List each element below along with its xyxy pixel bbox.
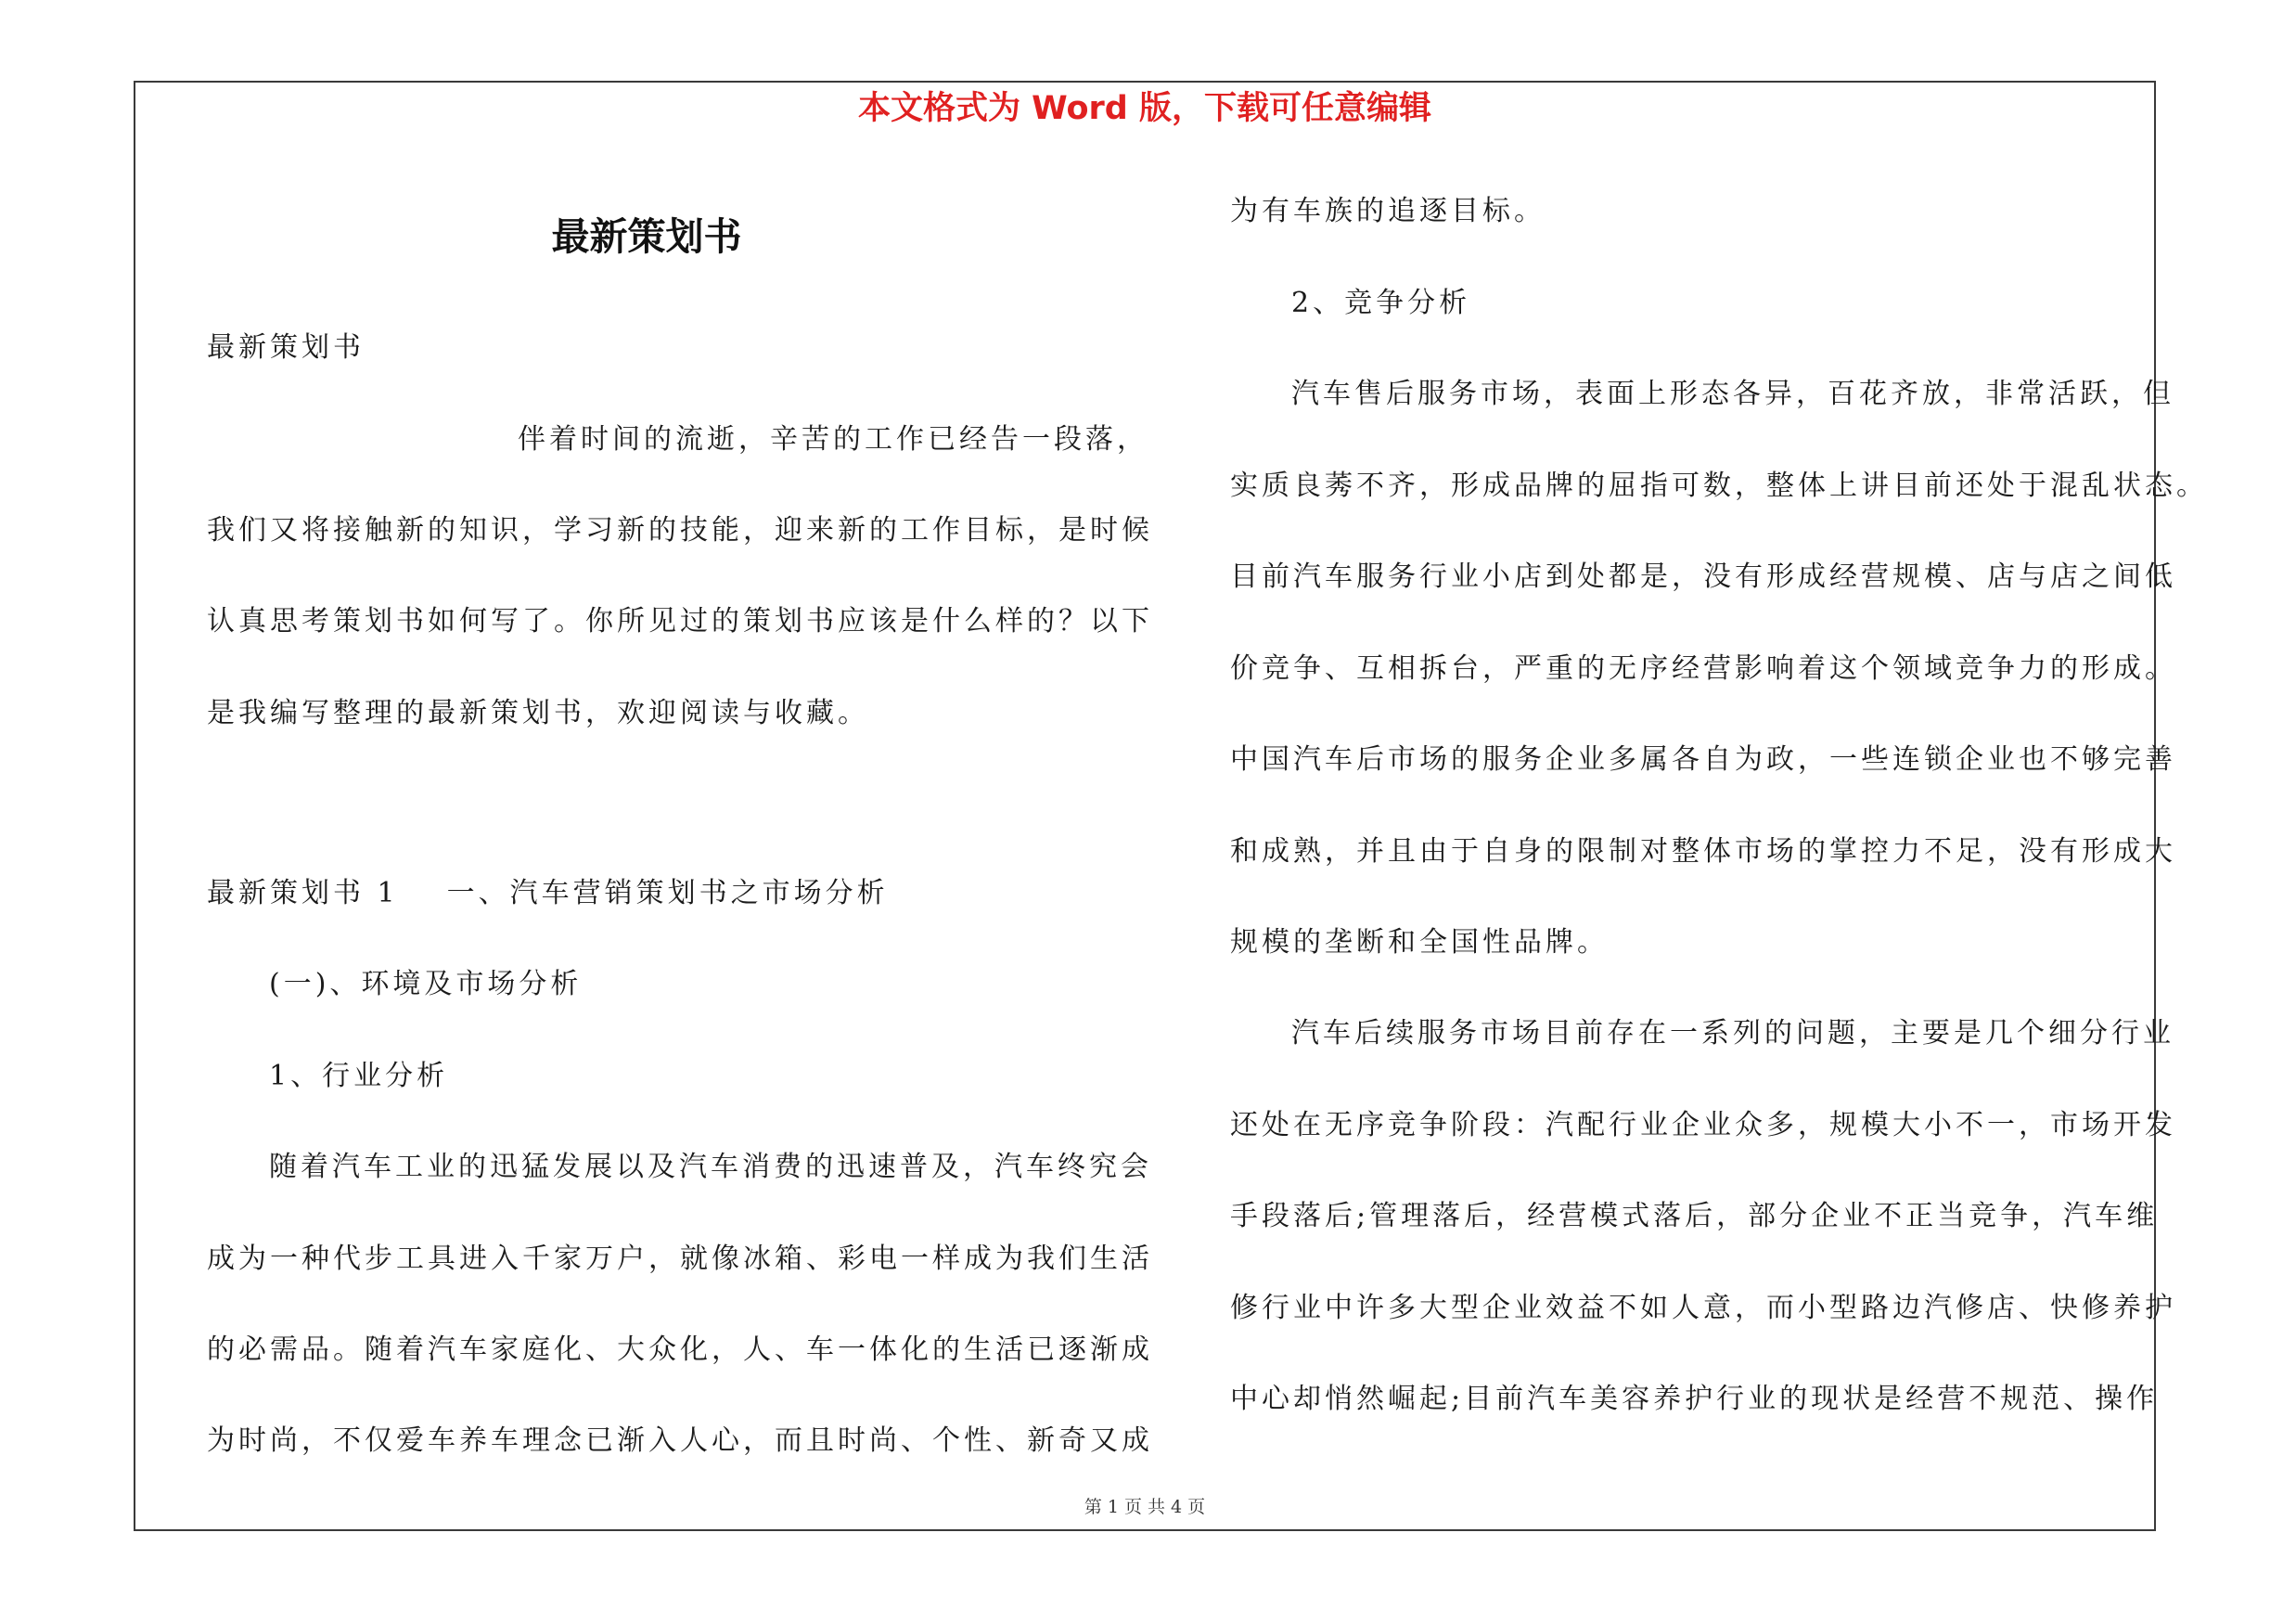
section-heading-line (207, 873, 889, 914)
paragraph-line: 的必需品。随着汽车家庭化、大众化，人、车一体化的生活已逐渐成 (207, 1333, 1153, 1366)
paragraph-line: 中国汽车后市场的服务企业多属各自为政，一些连锁企业也不够完善 (1230, 743, 2176, 776)
intro-subtitle: 最新策划书 (207, 331, 365, 364)
paragraph-line: 还处在无序竞争阶段：汽配行业企业众多，规模大小不一，市场开发 (1230, 1109, 2176, 1141)
paragraph-line: 修行业中许多大型企业效益不如人意，而小型路边汽修店、快修养护 (1230, 1292, 2176, 1324)
paragraph-line: 手段落后;管理落后，经营模式落后，部分企业不正当竞争，汽车维 (1230, 1200, 2159, 1232)
paragraph-line: 认真思考策划书如何写了。你所见过的策划书应该是什么样的？以下 (207, 605, 1153, 638)
subsection-heading: 2、竞争分析 (1291, 287, 1471, 319)
subsection-heading: 1、行业分析 (269, 1060, 449, 1092)
section-heading: 一、汽车营销策划书之市场分析 (446, 877, 889, 909)
paragraph-line: 中心却悄然崛起;目前汽车美容养护行业的现状是经营不规范、操作 (1230, 1383, 2159, 1415)
paragraph-line: 汽车售后服务市场，表面上形态各异，百花齐放，非常活跃，但 (1291, 378, 2174, 410)
paragraph-line: 目前汽车服务行业小店到处都是，没有形成经营规模、店与店之间低 (1230, 560, 2176, 593)
page-number: 第 1 页 共 4 页 (1084, 1497, 1206, 1517)
paragraph-line: 价竞争、互相拆台，严重的无序经营影响着这个领域竞争力的形成。 (1230, 652, 2176, 685)
paragraph-line: 实质良莠不齐，形成品牌的屈指可数，整体上讲目前还处于混乱状态。 (1230, 470, 2208, 502)
subsection-heading: (一)、环境及市场分析 (269, 968, 583, 1000)
paragraph-line: 是我编写整理的最新策划书，欢迎阅读与收藏。 (207, 697, 869, 729)
paragraph-line: 为时尚，不仅爱车养车理念已渐入人心，而且时尚、个性、新奇又成 (207, 1424, 1153, 1457)
paragraph-line: 我们又将接触新的知识，学习新的技能，迎来新的工作目标，是时候 (207, 514, 1153, 547)
paragraph-line: 汽车后续服务市场目前存在一系列的问题，主要是几个细分行业 (1291, 1017, 2174, 1050)
word-format-banner: 本文格式为 Word 版，下载可任意编辑 (857, 90, 1432, 127)
paragraph-line: 随着汽车工业的迅猛发展以及汽车消费的迅速普及，汽车终究会 (269, 1151, 1152, 1183)
paragraph-line: 规模的垄断和全国性品牌。 (1230, 926, 1609, 959)
document-title: 最新策划书 (551, 214, 742, 259)
paragraph-line: 和成熟，并且由于自身的限制对整体市场的掌控力不足，没有形成大 (1230, 835, 2176, 868)
section-label: 最新策划书 1 (207, 877, 399, 909)
paragraph-line: 成为一种代步工具进入千家万户，就像冰箱、彩电一样成为我们生活 (207, 1243, 1153, 1275)
paragraph-line: 为有车族的追逐目标。 (1230, 195, 1546, 227)
paragraph-line: 伴着时间的流逝，辛苦的工作已经告一段落， (518, 423, 1148, 456)
